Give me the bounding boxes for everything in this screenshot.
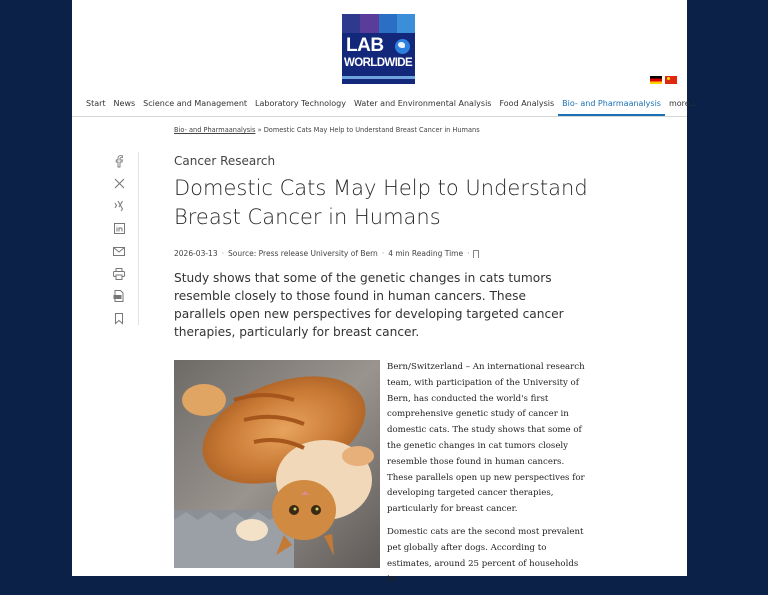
article-kicker: Cancer Research	[174, 154, 276, 168]
logo-bar	[397, 14, 415, 33]
article-paragraph: Bern/Switzerland – An international research team, with participation of the University of Bern, has conducted the world's first comprehensive genetic study of cancer in domestic cats. The study shows that some of the genetic changes in cat tumors closely resemble those found in human cancers. These parallels open up new perspectives for developing targeted cancer therapies, particularly for breast cancer.	[387, 362, 585, 515]
breadcrumb-current: Domestic Cats May Help to Understand Breast Cancer in Humans	[263, 126, 480, 134]
xing-icon[interactable]	[112, 199, 126, 213]
share-bar	[112, 154, 126, 334]
article-meta	[174, 249, 479, 258]
cat-photo	[174, 360, 380, 568]
x-twitter-icon[interactable]	[112, 177, 126, 191]
german-flag-icon[interactable]	[650, 76, 662, 84]
breadcrumb-separator: »	[257, 126, 262, 134]
meta-separator: ·	[221, 249, 224, 258]
mail-icon[interactable]	[112, 244, 126, 258]
logo-lab-text: LAB	[346, 35, 384, 56]
logo-stripe	[342, 76, 415, 79]
language-switcher	[650, 76, 677, 84]
article-source: Source: Press release University of Bern	[227, 249, 378, 258]
article-lead: Study shows that some of the genetic changes in cats tumors resemble closely to those found in human cancers. These parallels open new perspectives for developing targeted cancer therapies, particularly for breast cancer.	[174, 271, 564, 339]
meta-separator: ·	[467, 249, 470, 258]
nav-divider	[72, 116, 687, 117]
nav-item-food-analysis[interactable]: Food Analysis	[499, 99, 555, 108]
nav-item-news[interactable]: News	[113, 99, 136, 108]
facebook-icon[interactable]	[112, 154, 126, 168]
chinese-flag-icon[interactable]	[665, 76, 677, 84]
logo-bar	[342, 14, 360, 33]
print-icon[interactable]	[112, 267, 126, 281]
logo-box	[342, 33, 415, 84]
article-paragraph: Domestic cats are the second most prevalent pet globally after dogs. According to estimates, around 25 percent of households in	[387, 526, 584, 585]
article-title: Domestic Cats May Help to Understand Breast Cancer in Humans	[174, 176, 588, 229]
article-body	[387, 360, 587, 595]
nav-item-more[interactable]: more...	[668, 99, 698, 108]
bookmark-icon[interactable]	[112, 312, 126, 326]
logo-bar	[360, 14, 378, 33]
page	[72, 0, 698, 585]
nav-item-start[interactable]: Start	[86, 99, 106, 108]
lab-worldwide-logo[interactable]	[342, 14, 415, 84]
breadcrumb	[174, 126, 480, 134]
pdf-icon[interactable]	[112, 289, 126, 303]
logo-bar	[379, 14, 397, 33]
meta-separator: ·	[381, 249, 385, 258]
breadcrumb-section-link[interactable]: Bio- and Pharmaanalysis	[174, 126, 256, 134]
main-nav	[82, 97, 698, 116]
reading-time: 4 min Reading Time	[388, 249, 464, 258]
linkedin-icon[interactable]	[112, 222, 126, 236]
bookmark-icon[interactable]	[473, 250, 479, 258]
share-bar-divider	[138, 152, 139, 325]
globe-icon	[395, 39, 410, 54]
nav-item-laboratory-technology[interactable]: Laboratory Technology	[255, 99, 346, 108]
nav-item-water-environmental[interactable]: Water and Environmental Analysis	[353, 99, 492, 108]
logo-color-bars	[342, 14, 415, 33]
nav-item-bio-pharma[interactable]: Bio- and Pharmaanalysis	[558, 97, 665, 116]
logo-worldwide-text: WORLDWIDE	[344, 57, 413, 69]
article-date: 2026-03-13	[174, 249, 218, 258]
nav-item-science-management[interactable]: Science and Management	[143, 99, 248, 108]
